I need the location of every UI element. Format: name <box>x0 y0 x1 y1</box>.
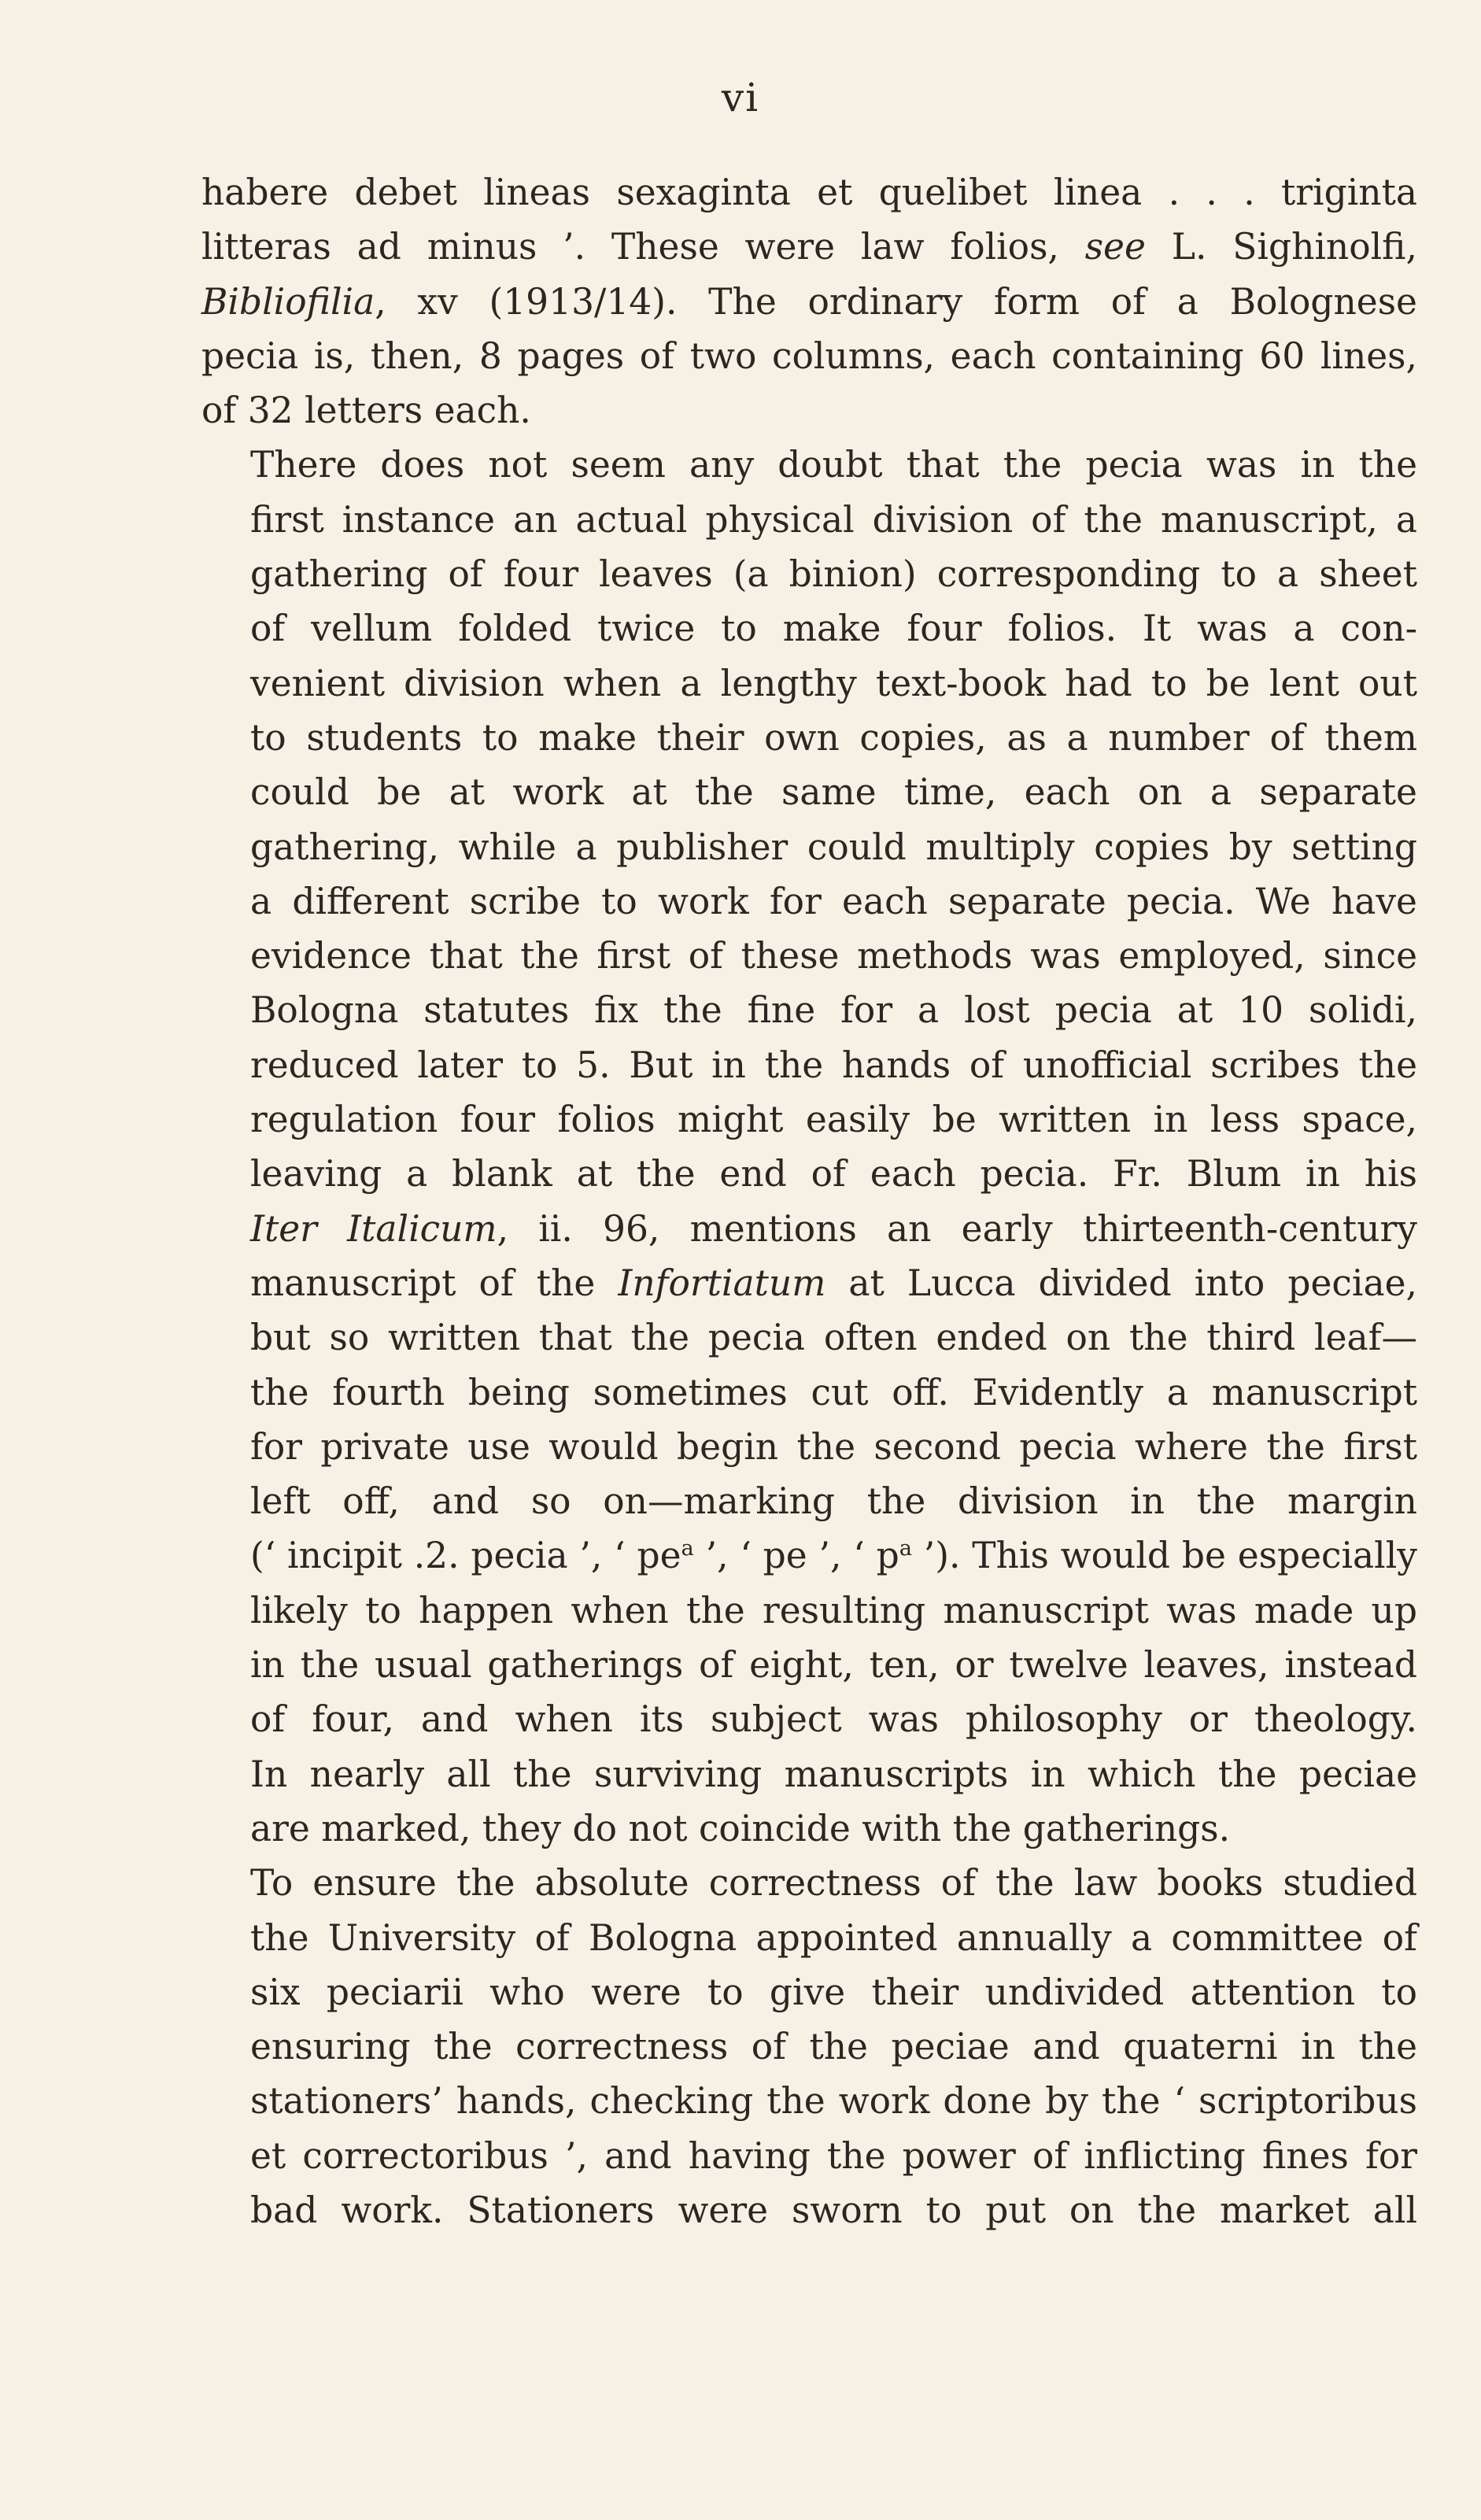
text-line: evidence that the first of these methods was employed, since <box>250 935 1417 977</box>
text-line: leaving a blank at the end of each pecia. Fr. Blum in his <box>250 1153 1417 1195</box>
text-line <box>201 1202 1417 1256</box>
text-line: pecia is, then, 8 pages of two columns, each containing 60 lines, <box>201 334 1417 377</box>
text-line: in the usual gatherings of eight, ten, or twelve leaves, instead <box>250 1644 1417 1687</box>
italic-title-iter-italicum: Iter Italicum <box>250 1207 497 1250</box>
text-segment: litteras ad minus ’. These were law folios, <box>201 226 1085 268</box>
text-line: gathering of four leaves (a binion) corresponding to a sheet <box>250 553 1417 596</box>
text-line: In nearly all the surviving manuscripts in which the peciae <box>250 1753 1417 1795</box>
text-line: bad work. Stationers were sworn to put on the market all <box>250 2189 1417 2231</box>
superscript-a: a <box>681 1536 694 1561</box>
text-line: venient division when a lengthy text-book had to be lent out <box>250 662 1417 704</box>
text-line: left off, and so on—marking the division in the margin <box>250 1480 1417 1523</box>
text-line: a different scribe to work for each separate pecia. We have <box>250 880 1417 922</box>
text-line: the fourth being sometimes cut off. Evidently a manuscript <box>250 1371 1417 1413</box>
text-line: habere debet lineas sexaginta et quelibet linea . . . triginta <box>201 172 1417 213</box>
text-line: of vellum folded twice to make four folios. It was a con- <box>250 608 1417 650</box>
text-line: stationers’ hands, checking the work done by the ‘ scriptoribus <box>250 2080 1417 2123</box>
text-line: six peciarii who were to give their undivided attention to <box>250 1971 1417 2013</box>
text-segment: (‘ incipit .2. pecia ’, ‘ pe <box>250 1535 681 1577</box>
page-number: vi <box>721 75 760 120</box>
superscript-a: a <box>899 1536 912 1561</box>
text-line: are marked, they do not coincide with the gatherings. <box>250 1807 1231 1849</box>
text-segment: at Lucca divided into peciae, <box>825 1262 1417 1304</box>
paragraph-2 <box>201 438 1417 1856</box>
text-line: ensuring the correctness of the peciae and quaterni in the <box>250 2026 1417 2068</box>
text-line: To ensure the absolute correctness of the law books studied <box>250 1862 1417 1905</box>
text-segment: , ii. 96, mentions an early thirteenth-century <box>497 1207 1417 1250</box>
text-line: first instance an actual physical division of the manuscript, a <box>250 498 1417 541</box>
italic-see: see <box>1084 226 1146 268</box>
paragraph-3 <box>201 1856 1417 2237</box>
text-line: but so written that the pecia often ended on the third leaf— <box>250 1317 1417 1359</box>
text-segment: manuscript of the <box>250 1262 619 1304</box>
body-text <box>201 165 1417 2237</box>
text-line: of 32 letters each. <box>201 390 531 432</box>
text-segment: ’, ‘ pe ’, ‘ p <box>693 1535 899 1577</box>
italic-title-infortiatum: Infortiatum <box>618 1262 826 1304</box>
text-line: likely to happen when the resulting manuscript was made up <box>250 1589 1417 1631</box>
paragraph-1 <box>201 165 1417 438</box>
text-line: of four, and when its subject was philosophy or theology. <box>250 1698 1417 1741</box>
text-line <box>201 275 1417 329</box>
text-line: Bologna statutes fix the fine for a lost pecia at 10 solidi, <box>250 989 1417 1032</box>
text-line: et correctoribus ’, and having the power of inflicting fines for <box>250 2134 1417 2177</box>
text-line: the University of Bologna appointed annually a committee of <box>250 1916 1417 1959</box>
text-line: for private use would begin the second pecia where the first <box>250 1425 1417 1468</box>
text-line: reduced later to 5. But in the hands of unofficial scribes the <box>250 1044 1417 1086</box>
text-line <box>201 220 1417 274</box>
text-line <box>201 1528 1417 1583</box>
text-line: could be at work at the same time, each on a separate <box>250 771 1417 814</box>
text-line: regulation four folios might easily be written in less space, <box>250 1099 1417 1141</box>
text-segment: , xv (1913/14). The ordinary form of a Bolognese <box>375 280 1417 323</box>
italic-title-bibliofilia: Bibliofilia <box>201 280 375 323</box>
text-line: There does not seem any doubt that the pecia was in the <box>250 444 1417 486</box>
text-segment: L. Sighinolfi, <box>1145 226 1417 268</box>
text-line <box>201 1256 1417 1310</box>
text-line: to students to make their own copies, as a number of them <box>250 716 1417 759</box>
text-segment: ’). This would be especially <box>911 1535 1417 1577</box>
text-line: gathering, while a publisher could multiply copies by setting <box>250 826 1417 868</box>
